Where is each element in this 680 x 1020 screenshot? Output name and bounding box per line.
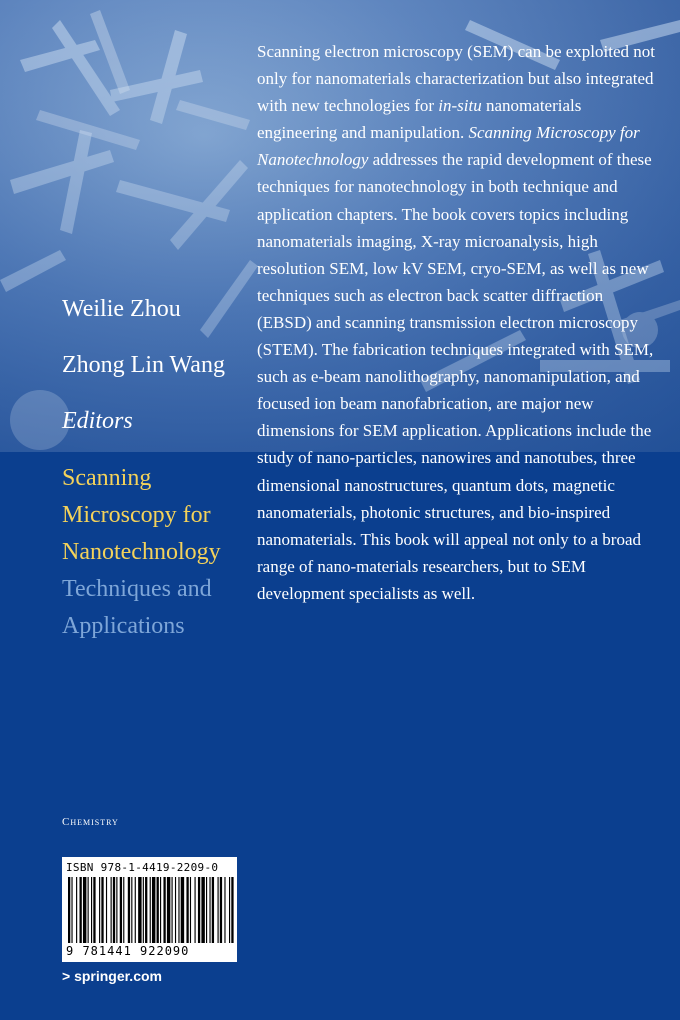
subtitle-line-2: Applications [62, 613, 185, 639]
barcode-bar [116, 877, 117, 943]
isbn-number: ISBN 978-1-4419-2209-0 [66, 861, 219, 874]
barcode-bar [178, 877, 179, 943]
barcode-bar [131, 877, 132, 943]
barcode-bar [195, 877, 196, 943]
book-title [62, 460, 252, 645]
barcode-bar [150, 877, 151, 943]
barcode-bar [152, 877, 155, 943]
title-line-3: Nanotechnology [62, 539, 221, 565]
barcode-bar [101, 877, 103, 943]
title-line-1: Scanning [62, 465, 152, 491]
barcode-bar [175, 877, 176, 943]
barcode-bar [198, 877, 200, 943]
barcode-bar [145, 877, 147, 943]
barcode-bar [220, 877, 222, 943]
subtitle-line-1: Techniques and [62, 576, 212, 602]
subject-category: Chemistry [62, 816, 119, 828]
barcode-bar [201, 877, 204, 943]
barcode-bar [76, 877, 77, 943]
editors-label: Editors [62, 408, 133, 434]
blurb-segment-1: Scanning electron microscopy (SEM) can be exploited not only for nanomaterials characterization but also integrated with new technologies for [257, 42, 655, 116]
barcode-bar [71, 877, 72, 943]
ean-number: 9 781441 922090 [66, 944, 190, 958]
barcode-bar [229, 877, 230, 943]
barcode-bar [218, 877, 219, 943]
blurb-segment-5: addresses the rapid development of these techniques for nanotechnology in both technique and application chapters. The book covers topics including nanomaterials imaging, X-ray microanalysis, high resolution SEM, low kV SEM, cryo-SEM, as well as new techniques such as electron back scatter diffraction (EBSD) and scanning transmission electron microscopy (STEM). The fabrication techniques integrated with SEM, such as e-beam nanolithography, nanomanipulation, and focused ion beam nanofabrication, are major new dimensions for SEM application. Applications include the study of nano-particles, nanowires and nanotubes, three dimensional nanostructures, quantum dots, magnetic nanomaterials, photonic structures, and bio-inspired nanomaterials. This book will appeal not only to a broad range of nano-materials researchers, but to SEM development specialists as well. [257, 150, 654, 603]
barcode-bar [123, 877, 124, 943]
blurb-segment-2: in-situ [438, 96, 482, 116]
barcode-bar [93, 877, 95, 943]
springer-link[interactable]: > springer.com [62, 968, 162, 984]
barcode-bar [113, 877, 115, 943]
barcode-bar [99, 877, 100, 943]
barcode-bar [157, 877, 159, 943]
barcode-bar [128, 877, 130, 943]
editors-block [62, 292, 225, 438]
barcode-bars [66, 877, 234, 943]
barcode-bar [172, 877, 173, 943]
blurb-segment-4: Scanning Microscopy for Nanotechnology [257, 123, 640, 170]
barcode-bar [212, 877, 214, 943]
barcode-bar [167, 877, 170, 943]
book-description [257, 38, 657, 607]
barcode-bar [120, 877, 122, 943]
editor-name-2: Zhong Lin Wang [62, 352, 225, 378]
barcode-bar [160, 877, 161, 943]
barcode-bar [206, 877, 207, 943]
barcode-bar [111, 877, 112, 943]
barcode-bar [106, 877, 107, 943]
barcode-bar [88, 877, 89, 943]
barcode-bar [68, 877, 70, 943]
title-line-2: Microscopy for [62, 502, 211, 528]
barcode-bar [80, 877, 82, 943]
description-paragraph [257, 38, 657, 607]
barcode-bar [135, 877, 136, 943]
editor-name-1: Weilie Zhou [62, 296, 181, 322]
barcode-bar [231, 877, 233, 943]
barcode-bar [181, 877, 184, 943]
barcode-bar [190, 877, 191, 943]
barcode-bar [143, 877, 144, 943]
barcode-bar [186, 877, 188, 943]
barcode-bar [138, 877, 141, 943]
barcode-bar [83, 877, 86, 943]
barcode-bar [163, 877, 165, 943]
barcode-bar [91, 877, 92, 943]
blurb-segment-3: nanomaterials engineering and manipulation. [257, 96, 582, 143]
isbn-barcode [62, 857, 237, 962]
barcode-bar [209, 877, 210, 943]
barcode-bar [224, 877, 225, 943]
